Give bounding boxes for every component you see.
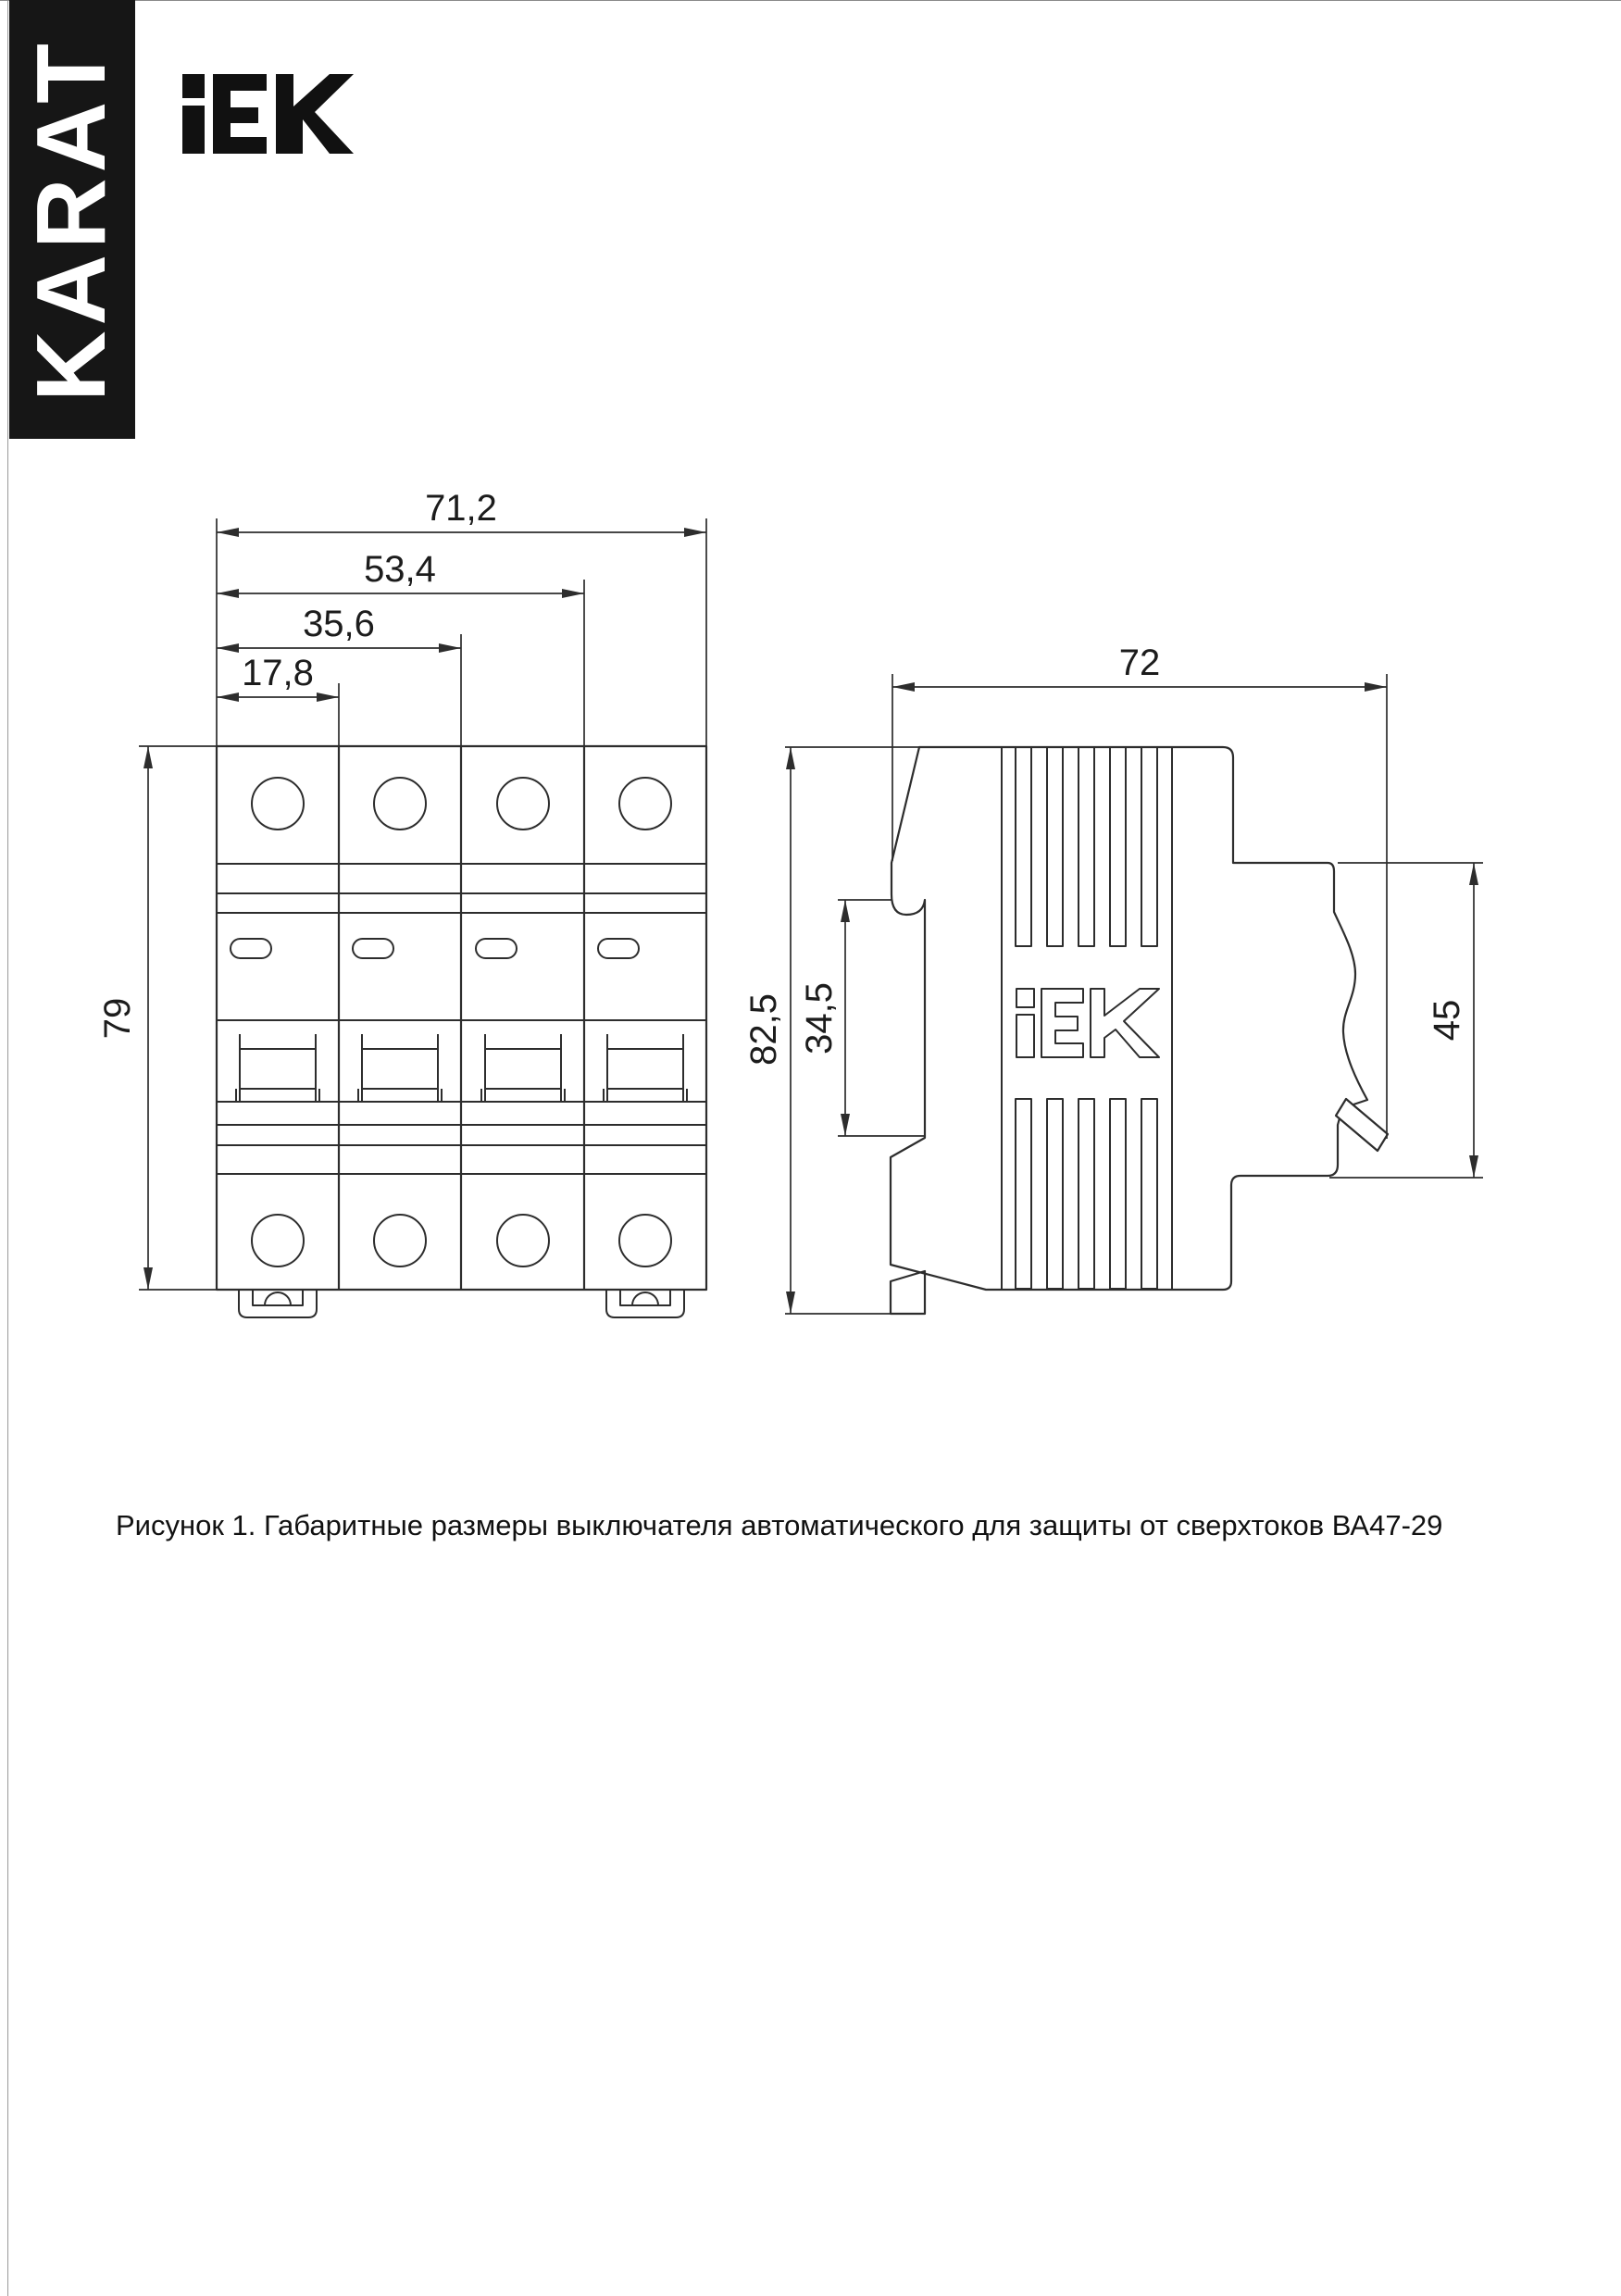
front-module-dividers: [339, 746, 584, 1290]
side-din-latch-foot: [891, 1271, 925, 1314]
iek-logo-i-dot: [182, 74, 205, 98]
side-iek-emboss: [1016, 989, 1159, 1057]
side-vent-ribs-upper: [1016, 747, 1157, 946]
iek-logo-i-stem: [182, 106, 205, 154]
iek-logo-e: [213, 74, 267, 154]
dim-label-width-two-modules: 35,6: [303, 604, 375, 644]
dim-label-width-three-modules: 53,4: [364, 549, 436, 590]
front-view-drawing: [139, 518, 706, 1317]
dim-label-width-total: 71,2: [425, 488, 497, 529]
side-toggle-lever: [1336, 1099, 1388, 1151]
side-view-drawing: [785, 674, 1483, 1314]
dim-label-rail-plate-height: 34,5: [799, 982, 840, 1054]
iek-logo-k: [276, 74, 354, 154]
side-vent-ribs-lower: [1016, 1099, 1157, 1289]
figure-caption: Рисунок 1. Габаритные размеры выключателя автоматического для защиты от сверхтоков ВА47-29: [116, 1509, 1443, 1541]
karat-banner-label: KARAT: [17, 37, 127, 402]
dim-label-depth: 72: [1118, 643, 1161, 683]
front-dimension-arrows: [143, 528, 706, 1290]
dim-label-width-one-module: 17,8: [242, 653, 314, 693]
front-label-slots: [231, 939, 639, 958]
front-din-clips: [239, 1290, 684, 1317]
dim-label-height-total: 82,5: [743, 993, 784, 1066]
side-body-outline: [891, 747, 1367, 1290]
iek-logo: [182, 74, 354, 154]
dim-label-front-face-height: 45: [1427, 999, 1467, 1042]
dim-label-front-height: 79: [97, 997, 138, 1040]
